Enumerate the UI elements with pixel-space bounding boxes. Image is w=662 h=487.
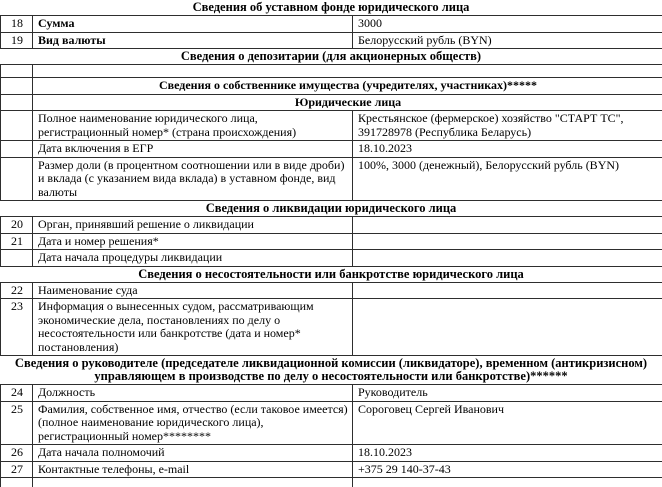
section-header: Сведения о депозитарии (для акционерных обществ) xyxy=(0,49,662,64)
row-number: 20 xyxy=(1,217,33,234)
row-label xyxy=(33,478,353,487)
row-number: 22 xyxy=(1,282,33,299)
row-value: 100%, 3000 (денежный), Белорусский рубль (BYN) xyxy=(353,157,662,201)
row-value: 18.10.2023 xyxy=(353,141,662,158)
table-row xyxy=(1,250,662,267)
row-number xyxy=(1,111,33,141)
row-value xyxy=(353,299,662,356)
subsection-header: Юридические лица xyxy=(33,94,662,111)
row-value: +375 29 140-37-43 xyxy=(353,461,662,478)
empty-row xyxy=(1,65,662,78)
subsection-header: Сведения о собственнике имущества (учредителях, участниках)***** xyxy=(33,78,662,95)
info-table xyxy=(0,15,662,49)
info-table xyxy=(0,384,662,487)
row-label: Сумма xyxy=(33,16,353,33)
info-table xyxy=(0,216,662,267)
row-value xyxy=(353,217,662,234)
row-label: Контактные телефоны, e-mail xyxy=(33,461,353,478)
section-header: Сведения о несостоятельности или банкротстве юридического лица xyxy=(0,267,662,282)
row-label: Должность xyxy=(33,385,353,402)
table-row xyxy=(1,111,662,141)
row-label: Информация о вынесенных судом, рассматривающим экономические дела, постановлениях по делу о несостоятельности или банкротстве (дата и номер* постановления) xyxy=(33,299,353,356)
row-label: Дата и номер решения* xyxy=(33,233,353,250)
row-number: 27 xyxy=(1,461,33,478)
partial-row xyxy=(1,478,662,487)
section-header: Сведения о ликвидации юридического лица xyxy=(0,201,662,216)
row-label: Орган, принявший решение о ликвидации xyxy=(33,217,353,234)
info-table xyxy=(0,64,662,201)
row-label: Дата включения в ЕГР xyxy=(33,141,353,158)
table-row xyxy=(1,233,662,250)
table-row xyxy=(1,217,662,234)
row-number: 19 xyxy=(1,32,33,49)
table-row xyxy=(1,461,662,478)
row-value: Крестьянское (фермерское) хозяйство "СТАРТ ТС", 391728978 (Республика Беларусь) xyxy=(353,111,662,141)
row-label: Размер доли (в процентном соотношении или в виде дроби) и вклада (с указанием вида вклада) в уставном фонде, вид валюты xyxy=(33,157,353,201)
row-value xyxy=(353,478,662,487)
row-value xyxy=(353,250,662,267)
row-value: 18.10.2023 xyxy=(353,445,662,462)
row-number: 18 xyxy=(1,16,33,33)
row-number xyxy=(1,65,33,78)
row-number xyxy=(1,478,33,487)
row-value: Белорусский рубль (BYN) xyxy=(353,32,662,49)
section-header: Сведения об уставном фонде юридического лица xyxy=(0,0,662,15)
row-value: Руководитель xyxy=(353,385,662,402)
row-number: 26 xyxy=(1,445,33,462)
row-label: Фамилия, собственное имя, отчество (если таковое имеется) (полное наименование юридического лица), регистрационный номер******** xyxy=(33,401,353,445)
row-value: 3000 xyxy=(353,16,662,33)
table-row xyxy=(1,32,662,49)
row-number xyxy=(1,157,33,201)
row-number xyxy=(1,78,33,95)
subsection-header-row xyxy=(1,94,662,111)
row-label: Наименование суда xyxy=(33,282,353,299)
row-label: Вид валюты xyxy=(33,32,353,49)
table-row xyxy=(1,282,662,299)
empty-span-cell xyxy=(33,65,662,78)
table-row xyxy=(1,401,662,445)
info-table xyxy=(0,282,662,357)
row-label: Дата начала полномочий xyxy=(33,445,353,462)
section-header: Сведения о руководителе (председателе ликвидационной комиссии (ликвидаторе), временном (антикризисном) управляющем в производстве по делу о несостоятельности или банкротстве)****** xyxy=(0,356,662,384)
table-row xyxy=(1,299,662,356)
table-row xyxy=(1,16,662,33)
row-number: 23 xyxy=(1,299,33,356)
row-value: Сороговец Сергей Иванович xyxy=(353,401,662,445)
row-number xyxy=(1,141,33,158)
row-number xyxy=(1,94,33,111)
table-row xyxy=(1,445,662,462)
row-number: 25 xyxy=(1,401,33,445)
row-number: 21 xyxy=(1,233,33,250)
table-row xyxy=(1,385,662,402)
row-value xyxy=(353,282,662,299)
row-number: 24 xyxy=(1,385,33,402)
subsection-header-row xyxy=(1,78,662,95)
row-number xyxy=(1,250,33,267)
row-label: Полное наименование юридического лица, регистрационный номер* (страна происхождения) xyxy=(33,111,353,141)
row-value xyxy=(353,233,662,250)
table-row xyxy=(1,157,662,201)
row-label: Дата начала процедуры ликвидации xyxy=(33,250,353,267)
table-row xyxy=(1,141,662,158)
